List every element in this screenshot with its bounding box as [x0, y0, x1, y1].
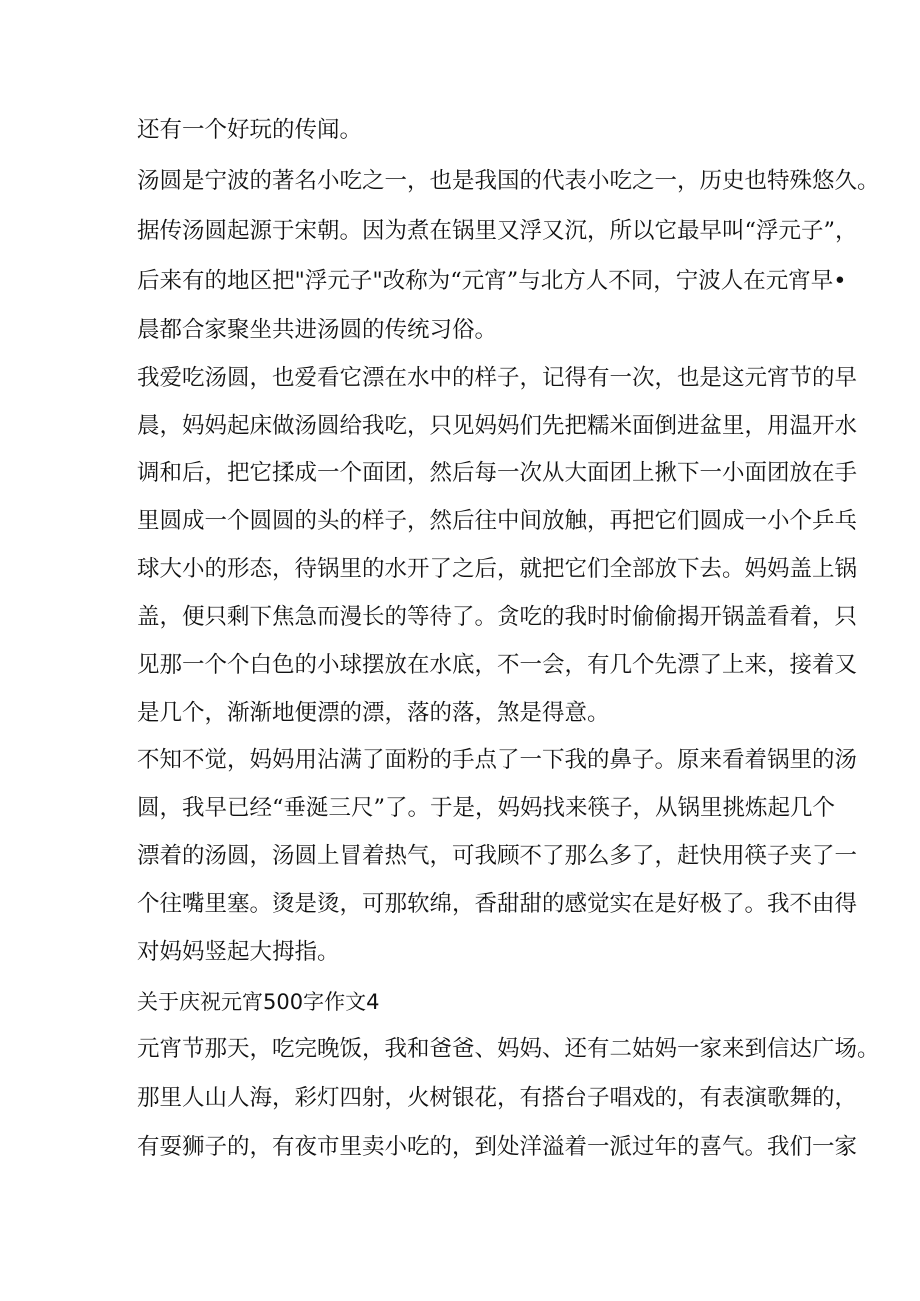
- text-line: 晨，妈妈起床做汤圆给我吃，只见妈妈们先把糯米面倒进盆里，用温开水: [137, 413, 858, 439]
- text-line: 晨都合家聚坐共进汤圆的传统习俗。: [137, 317, 498, 343]
- text-line: 汤圆是宁波的著名小吃之一，也是我国的代表小吃之一，历史也特殊悠久。: [137, 168, 880, 194]
- text-line: 还有一个好玩的传闻。: [137, 117, 363, 143]
- text-line: 那里人山人海，彩灯四射，火树银花，有搭台子唱戏的，有表演歌舞的，: [137, 1085, 858, 1111]
- text-line: 盖，便只剩下焦急而漫长的等待了。贪吃的我时时偷偷揭开锅盖看着，只: [137, 604, 858, 630]
- text-line: 后来有的地区把"浮元子"改称为“元宵”与北方人不同，宁波人在元宵早•: [137, 268, 847, 294]
- text-line: 我爱吃汤圆，也爱看它漂在水中的样子，记得有一次，也是这元宵节的早: [137, 365, 858, 391]
- text-line: 对妈妈竖起大拇指。: [137, 939, 340, 965]
- text-line: 里圆成一个圆圆的头的样子，然后往中间放触，再把它们圆成一小个乒乓: [137, 508, 858, 534]
- text-line: 调和后，把它揉成一个面团，然后每一次从大面团上揪下一小面团放在手: [137, 460, 858, 486]
- text-line: 据传汤圆起源于宋朝。因为煮在锅里又浮又沉，所以它最早叫“浮元子”，: [137, 218, 858, 244]
- text-line: 球大小的形态，待锅里的水开了之后，就把它们全部放下去。妈妈盖上锅: [137, 556, 858, 582]
- text-line: 个往嘴里塞。烫是烫，可那软绵，香甜甜的感觉实在是好极了。我不由得: [137, 891, 858, 917]
- text-line: 有耍狮子的，有夜市里卖小吃的，到处洋溢着一派过年的喜气。我们一家: [137, 1134, 858, 1160]
- text-line: 元宵节那天，吃完晚饭，我和爸爸、妈妈、还有二姑妈一家来到信达广场。: [137, 1036, 880, 1062]
- text-line: 见那一个个白色的小球摆放在水底，不一会，有几个先漂了上来，接着又: [137, 652, 858, 678]
- text-line: 不知不觉，妈妈用沾满了面粉的手点了一下我的鼻子。原来看着锅里的汤: [137, 747, 858, 773]
- text-line: 是几个，渐渐地便漂的漂，落的落，煞是得意。: [137, 700, 610, 726]
- text-line: 漂着的汤圆，汤圆上冒着热气，可我顾不了那么多了，赶快用筷子夹了一: [137, 843, 858, 869]
- text-line: 圆，我早已经“垂涎三尺”了。于是，妈妈找来筷子，从锅里挑炼起几个: [137, 795, 836, 821]
- section-heading: 关于庆祝元宵500字作文4: [137, 990, 380, 1014]
